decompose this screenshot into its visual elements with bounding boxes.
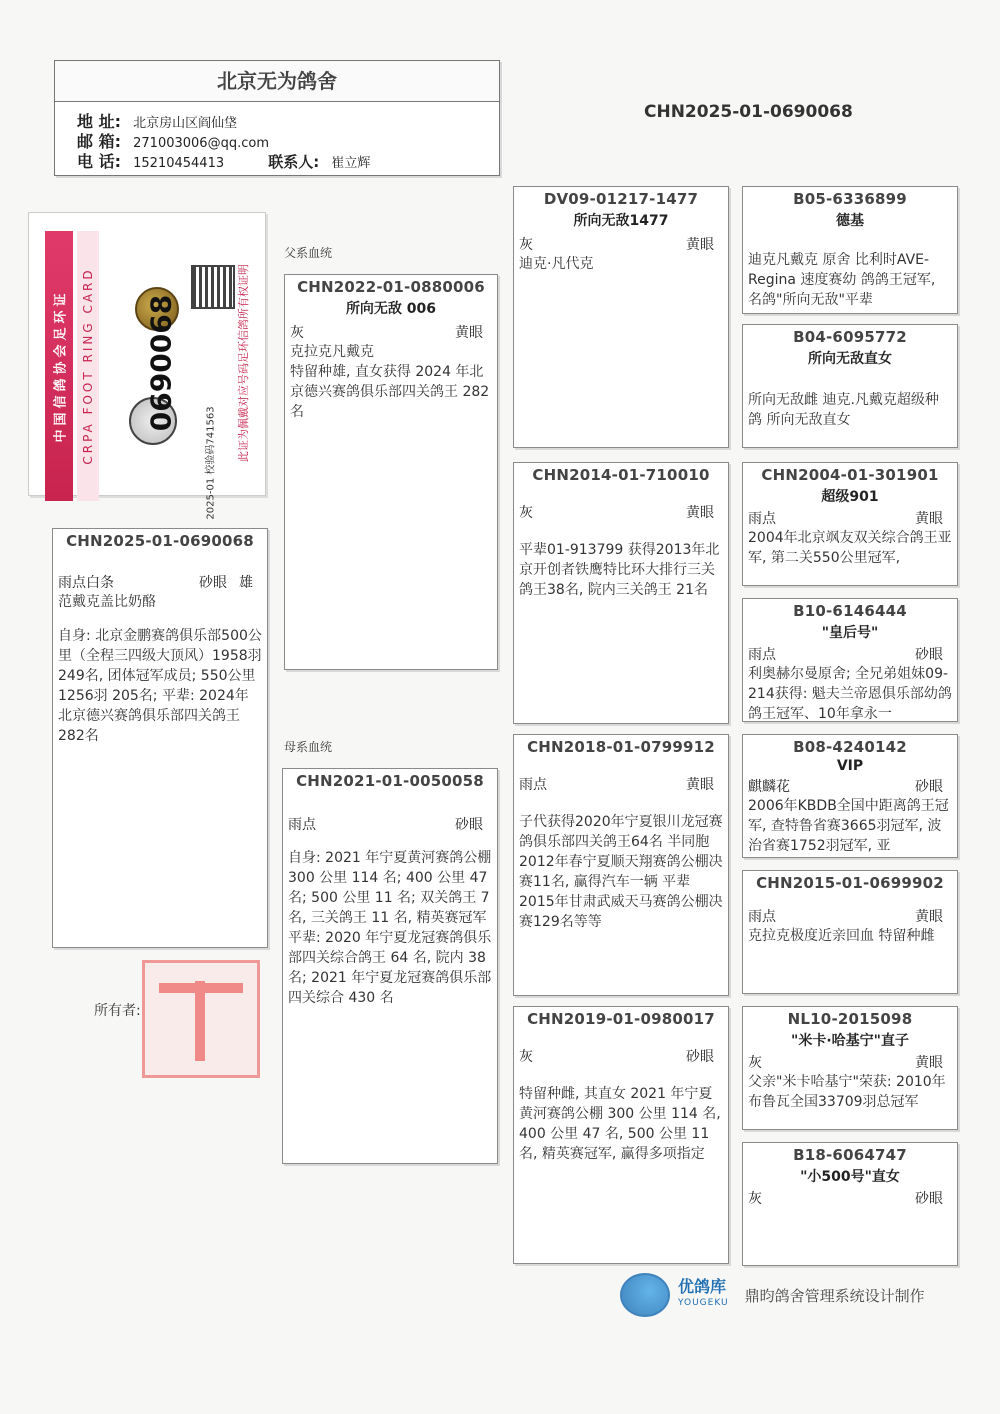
sire-card bbox=[284, 274, 498, 670]
made-by: 鼎昀鸽舍管理系统设计制作 bbox=[744, 1286, 925, 1305]
grandparent-notes: 子代获得2020年宁夏银川龙冠赛鸽俱乐部四关鸽王64名 半同胞2012年春宁夏顺天翔赛鸽公棚决赛11名, 赢得汽车一辆 平辈2015年甘肃武威天马赛鸽公棚决赛129名等等 bbox=[519, 814, 723, 930]
ancestor-name: VIP bbox=[836, 758, 864, 774]
ancestor-color: 雨点 bbox=[748, 909, 776, 925]
ancestor-color: 灰 bbox=[748, 1055, 762, 1071]
ancestor-notes: 利奥赫尔曼原舍; 全兄弟姐妹09-214获得: 魁夫兰帝恩俱乐部幼鸽鸽王冠军、10年拿永一 bbox=[748, 666, 952, 722]
sire-id: CHN2022-01-0880006 bbox=[297, 278, 485, 296]
yougeku-logo-icon bbox=[620, 1273, 670, 1317]
brand-name-en: YOUGEKU bbox=[678, 1298, 729, 1308]
email-label: 邮 箱: bbox=[77, 132, 121, 151]
contact-value: 崔立辉 bbox=[331, 156, 371, 171]
grandparent-card-2 bbox=[513, 462, 729, 724]
sire-strain: 克拉克凡戴克 bbox=[290, 344, 374, 360]
sire-eye: 黄眼 bbox=[455, 325, 483, 341]
grandparent-id: CHN2014-01-710010 bbox=[532, 466, 710, 484]
grandparent-strain: 迪克·凡代克 bbox=[519, 256, 594, 272]
grandparent-traits bbox=[514, 234, 728, 254]
phone-line bbox=[55, 152, 499, 172]
grandparent-color: 灰 bbox=[519, 237, 533, 253]
ring-card-sub: 2025-01 校验码741563 bbox=[205, 406, 217, 520]
ancestor-notes: 所向无敌雌 迪克.凡戴克超级种鸽 所向无敌直女 bbox=[748, 392, 939, 428]
grandparent-card-4 bbox=[513, 1006, 729, 1264]
ancestor-id: CHN2015-01-0699902 bbox=[756, 874, 944, 892]
grandparent-eye: 砂眼 bbox=[686, 1049, 714, 1065]
grandparent-eye: 黄眼 bbox=[686, 237, 714, 253]
ancestor-id: CHN2004-01-301901 bbox=[761, 466, 939, 484]
ancestor-eye: 黄眼 bbox=[915, 909, 943, 925]
ancestor-card-1 bbox=[742, 186, 958, 314]
subject-sex: 雄 bbox=[239, 575, 253, 591]
grandparent-name: 所向无敌1477 bbox=[573, 213, 669, 229]
grandparent-color: 灰 bbox=[519, 505, 533, 521]
ancestor-card-6 bbox=[742, 870, 958, 994]
ancestor-traits bbox=[743, 776, 957, 796]
seal-stamp-icon bbox=[142, 960, 260, 1078]
grandparent-eye: 黄眼 bbox=[686, 505, 714, 521]
grandparent-traits bbox=[514, 1046, 728, 1066]
brand-name: 优鸽库 bbox=[678, 1277, 727, 1296]
address-value: 北京房山区阎仙垡 bbox=[133, 116, 238, 131]
ancestor-id: B18-6064747 bbox=[793, 1146, 907, 1164]
grandparent-color: 雨点 bbox=[519, 777, 547, 793]
grandparent-id: CHN2018-01-0799912 bbox=[527, 738, 715, 756]
ancestor-eye: 砂眼 bbox=[915, 647, 943, 663]
dam-id: CHN2021-01-0050058 bbox=[296, 772, 484, 790]
subject-id: CHN2025-01-0690068 bbox=[66, 532, 254, 550]
ancestor-notes: 2006年KBDB全国中距离鸽王冠军, 查特鲁省赛3665羽冠军, 波治省赛1752羽冠军, 亚 bbox=[748, 798, 949, 854]
ancestor-id: NL10-2015098 bbox=[787, 1010, 913, 1028]
ancestor-traits bbox=[743, 1052, 957, 1072]
grandparent-notes: 平辈01-913799 获得2013年北京开创者铁鹰特比环大排行三关鸽王38名, 院内三关鸽王 21名 bbox=[519, 542, 720, 598]
ancestor-id: B05-6336899 bbox=[793, 190, 907, 208]
ancestor-name: "小500号"直女 bbox=[800, 1169, 900, 1185]
ancestor-id: B08-4240142 bbox=[793, 738, 907, 756]
dam-color: 雨点 bbox=[288, 817, 316, 833]
grandparent-card-1 bbox=[513, 186, 729, 448]
foot-ring-card bbox=[28, 212, 266, 520]
sire-notes: 特留种雄, 直女获得 2024 年北京德兴赛鸽俱乐部四关鸽王 282 名 bbox=[290, 364, 490, 420]
ancestor-notes: 迪克凡戴克 原舍 比利时AVE-Regina 速度赛幼 鸽鸽王冠军, 名鸽"所向无敌"平辈 bbox=[748, 252, 936, 308]
maternal-label: 母系血统 bbox=[284, 740, 333, 754]
ancestor-name: 超级901 bbox=[821, 489, 879, 505]
ancestor-color: 麒麟花 bbox=[748, 779, 790, 795]
grandparent-traits bbox=[514, 502, 728, 522]
ancestor-name: 德基 bbox=[836, 213, 864, 229]
address-label: 地 址: bbox=[77, 112, 121, 131]
sire-color: 灰 bbox=[290, 325, 304, 341]
phone-value: 15210454413 bbox=[133, 156, 225, 171]
ancestor-card-4 bbox=[742, 598, 958, 722]
footer bbox=[620, 1270, 925, 1320]
ancestor-traits bbox=[743, 1188, 957, 1208]
ancestor-traits bbox=[743, 508, 957, 528]
subject-card bbox=[52, 528, 268, 948]
ancestor-color: 雨点 bbox=[748, 647, 776, 663]
ring-card-red-band bbox=[45, 231, 73, 501]
sire-traits bbox=[285, 322, 497, 342]
grandparent-eye: 黄眼 bbox=[686, 777, 714, 793]
ancestor-eye: 砂眼 bbox=[915, 1191, 943, 1207]
ancestor-traits bbox=[743, 644, 957, 664]
dam-eye: 砂眼 bbox=[455, 817, 483, 833]
ring-card-english: CRPA FOOT RING CARD bbox=[81, 267, 95, 465]
ring-card-note: 此证为佩戴对应号码足环信鸽所有权证明 bbox=[237, 264, 250, 462]
ancestor-card-2 bbox=[742, 324, 958, 448]
ancestor-color: 灰 bbox=[748, 1191, 762, 1207]
contact-label: 联系人: bbox=[268, 153, 320, 171]
ancestor-card-3 bbox=[742, 462, 958, 586]
ancestor-card-8 bbox=[742, 1142, 958, 1266]
paternal-label: 父系血统 bbox=[284, 246, 333, 260]
sire-name: 所向无敌 006 bbox=[345, 301, 437, 317]
ancestor-color: 雨点 bbox=[748, 511, 776, 527]
ancestor-eye: 黄眼 bbox=[915, 1055, 943, 1071]
grandparent-notes: 特留种雌, 其直女 2021 年宁夏黄河赛鸽公棚 300 公里 114 名, 400 公里 47 名, 500 公里 11 名, 精英赛冠军, 赢得多项指定 bbox=[519, 1086, 721, 1162]
grandparent-id: DV09-01217-1477 bbox=[543, 190, 699, 208]
subject-notes: 自身: 北京金鹏赛鸽俱乐部500公里（全程三四级大顶风）1958羽 249名, 团体冠军成员; 550公里1256羽 205名; 平辈: 2024年北京德兴赛鸽俱乐部四关鸽王282名 bbox=[58, 628, 262, 744]
ancestor-eye: 黄眼 bbox=[915, 511, 943, 527]
footer-brand bbox=[678, 1279, 729, 1311]
address-line bbox=[55, 112, 499, 132]
loft-name: 北京无为鸽舍 bbox=[55, 61, 499, 102]
ancestor-id: B10-6146444 bbox=[793, 602, 907, 620]
top-ring-number: CHN2025-01-0690068 bbox=[644, 102, 853, 122]
grandparent-id: CHN2019-01-0980017 bbox=[527, 1010, 715, 1028]
ancestor-card-5 bbox=[742, 734, 958, 858]
ancestor-notes: 父亲"米卡哈基宁"荣获: 2010年布鲁瓦全国33709羽总冠军 bbox=[748, 1074, 946, 1110]
email-value: 271003006@qq.com bbox=[133, 136, 269, 151]
qr-code-icon bbox=[191, 265, 235, 309]
email-line bbox=[55, 132, 499, 152]
dam-notes: 自身: 2021 年宁夏黄河赛鸽公棚 300 公里 114 名; 400 公里 47 名; 500 公里 11 名; 双关鸽王 7 名, 三关鸽王 11 名, 精英赛冠军平辈: 2020 年宁夏龙冠赛鸽俱乐部四关综合鸽王 64 名, 院内 38名; 2021 年宁夏龙冠赛鸽俱乐部四关综合 430 名 bbox=[288, 850, 492, 1006]
ring-card-english-band bbox=[77, 231, 99, 501]
ring-card-number: 0690068 bbox=[144, 294, 178, 432]
grandparent-color: 灰 bbox=[519, 1049, 533, 1065]
ring-card-org: 中国信鸽协会足环证 bbox=[53, 289, 69, 443]
ancestor-card-7 bbox=[742, 1006, 958, 1130]
phone-label: 电 话: bbox=[77, 152, 121, 171]
dam-card bbox=[282, 768, 498, 1164]
subject-traits bbox=[53, 572, 267, 592]
ancestor-name: "米卡·哈基宁"直子 bbox=[791, 1033, 909, 1049]
ancestor-name: 所向无敌直女 bbox=[808, 351, 892, 367]
ancestor-name: "皇后号" bbox=[821, 625, 879, 641]
ancestor-eye: 砂眼 bbox=[915, 779, 943, 795]
dam-traits bbox=[283, 814, 497, 834]
ancestor-notes: 克拉克极度近亲回血 特留种雌 bbox=[748, 928, 935, 944]
subject-eye: 砂眼 bbox=[199, 575, 227, 591]
ancestor-traits bbox=[743, 906, 957, 926]
subject-strain: 范戴克盖比奶酪 bbox=[58, 594, 156, 610]
owner-label: 所有者: bbox=[94, 1003, 141, 1019]
loft-header bbox=[54, 60, 500, 176]
ancestor-notes: 2004年北京飒友双关综合鸽王亚军, 第二关550公里冠军, bbox=[748, 530, 952, 566]
grandparent-traits bbox=[514, 774, 728, 794]
ancestor-id: B04-6095772 bbox=[793, 328, 907, 346]
subject-color: 雨点白条 bbox=[58, 575, 114, 591]
grandparent-card-3 bbox=[513, 734, 729, 996]
